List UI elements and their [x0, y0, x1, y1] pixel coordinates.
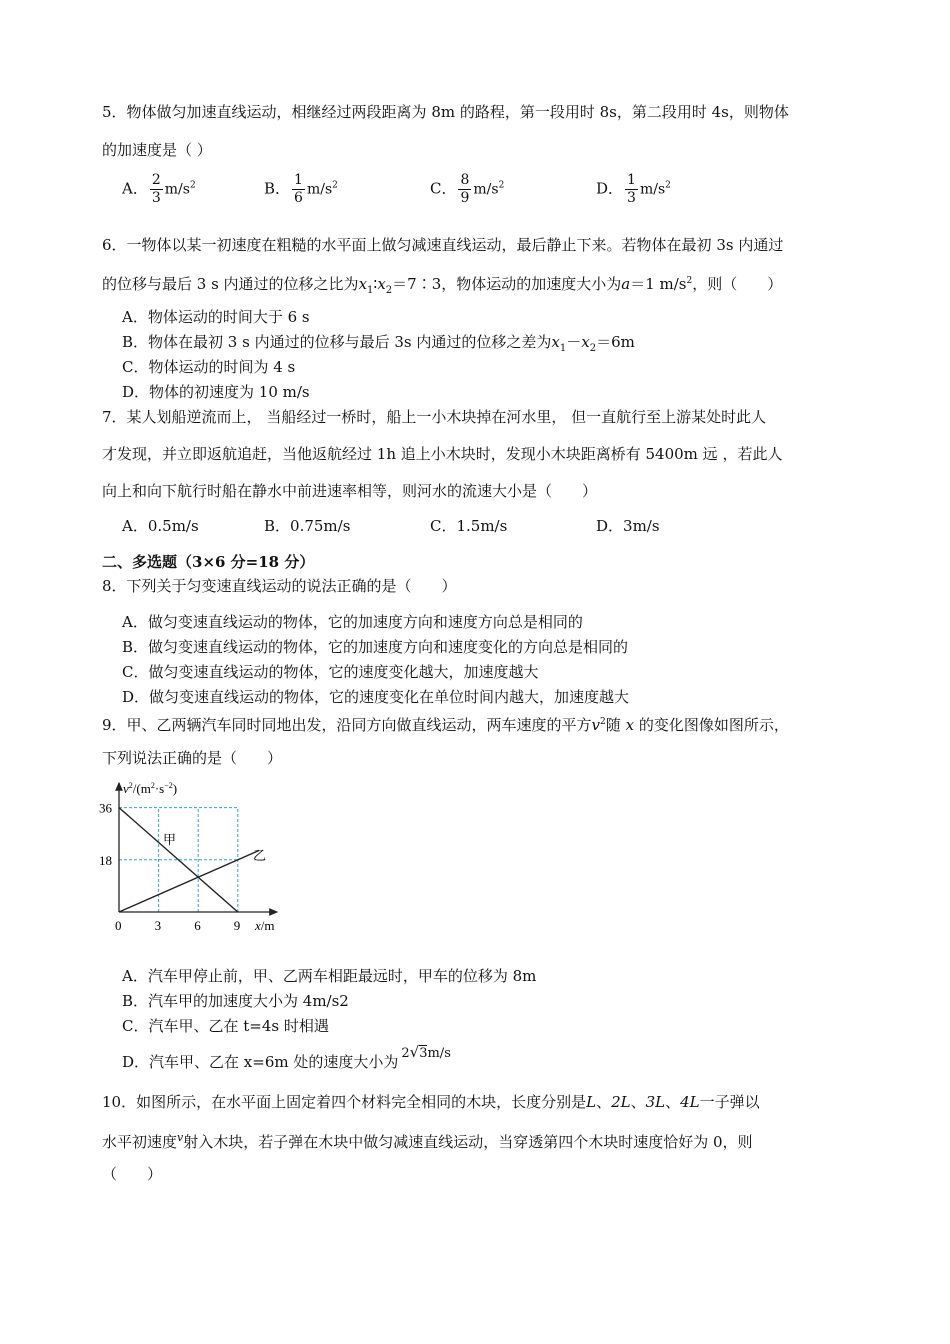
series-label-yi: 乙 — [253, 848, 267, 863]
q9-line1: 9．甲、乙两辆汽车同时同地出发，沿同方向做直线运动，两车速度的平方$v^2$随 x 的变化图像如图所示， — [102, 716, 789, 734]
q6-line2: 的位移与最后 3 s 内通过的位移之比为$x_1∶x_2=7∶3$，物体运动的加速度大小为a＝1 $m/s^2$，则（ ） — [102, 275, 783, 296]
y-axis-label: $v^2/(m^2\cdot s^{-2})$ — [123, 781, 178, 796]
x-tick-label: 6 — [194, 918, 201, 933]
q5-option-a: A． $\frac{2}{3}$ $m/s^2$ — [122, 172, 196, 206]
q8-option-a: A．做匀变速直线运动的物体，它的加速度方向和速度方向总是相同的 — [122, 613, 583, 631]
q10-line1: 10．如图所示，在水平面上固定着四个材料完全相同的木块，长度分别是L、2L、3L、4L一子弹以 — [102, 1093, 760, 1111]
q7-line2: 才发现，并立即返航追赶，当他返航经过 1h 追上小木块时，发现小木块距离桥有 5400m 远 ，若此人 — [102, 445, 783, 463]
q8-option-b: B．做匀变速直线运动的物体，它的加速度方向和速度变化的方向总是相同的 — [122, 638, 629, 656]
x-axis-label: x/m — [255, 918, 275, 933]
q9-line2: 下列说法正确的是（ ） — [102, 749, 283, 767]
q7-line1: 7．某人划船逆流而上， 当船经过一桥时，船上一小木块掉在河水里， 但一直航行至上游某处时此人 — [102, 408, 767, 426]
q5-line2: 的加速度是（ ） — [102, 141, 212, 159]
q5-option-b: B． $\frac{1}{6}$ $m/s^2$ — [264, 172, 338, 206]
q7-option-d: D．3m/s — [596, 517, 660, 535]
q6-option-d: D．物体的初速度为 10 m/s — [122, 383, 310, 401]
q6-option-b: B．物体在最初 3 s 内通过的位移与最后 3s 内通过的位移之差为$x_1-x_2=6m$ — [122, 333, 635, 354]
q9-option-a: A．汽车甲停止前，甲、乙两车相距最远时，甲车的位移为 8m — [122, 967, 537, 985]
q7-option-c: C．1.5m/s — [430, 517, 508, 535]
q5-option-c: C． $\frac{8}{9}$ $m/s^2$ — [430, 172, 505, 206]
q7-option-a: A．0.5m/s — [122, 517, 199, 535]
q6-line1: 6．一物体以某一初速度在粗糙的水平面上做匀减速直线运动，最后静止下来。若物体在最初 3s 内通过 — [102, 236, 784, 254]
q7-line3: 向上和向下航行时船在静水中前进速率相等，则河水的流速大小是（ ） — [102, 482, 598, 500]
q9-option-d: D．汽车甲、乙在 x=6m 处的速度大小为 2√3m/s — [122, 1043, 451, 1071]
q8-option-d: D．做匀变速直线运动的物体，它的速度变化在单位时间内越大，加速度越大 — [122, 688, 630, 706]
q8-option-c: C．做匀变速直线运动的物体，它的速度变化越大，加速度越大 — [122, 663, 539, 681]
v2-x-chart — [95, 775, 295, 935]
q5-option-d: D． $\frac{1}{3}$ $m/s^2$ — [596, 172, 671, 206]
q10-line2: 水平初速度$^v$射入木块，若子弹在木块中做匀减速直线运动，当穿透第四个木块时速度恰好为 0，则 — [102, 1131, 753, 1151]
sqrt-icon: √ — [409, 1043, 420, 1061]
x-tick-label: 9 — [233, 918, 241, 933]
q9-option-b: B．汽车甲的加速度大小为 4m/s2 — [122, 992, 349, 1010]
series-label-jia: 甲 — [163, 832, 177, 847]
q8-line1: 8．下列关于匀变速直线运动的说法正确的是（ ） — [102, 577, 457, 595]
x-tick-label: 0 — [115, 918, 122, 933]
y-tick-label: 36 — [99, 800, 112, 816]
q5-line1: 5．物体做匀加速直线运动，相继经过两段距离为 8m 的路程，第一段用时 8s，第二段用时 4s，则物体 — [102, 103, 789, 121]
q7-option-b: B．0.75m/s — [264, 517, 351, 535]
section-heading: 二、多选题（3×6 分=18 分） — [102, 553, 315, 571]
q9-option-c: C．汽车甲、乙在 t=4s 时相遇 — [122, 1017, 329, 1035]
y-tick-label: 18 — [99, 852, 112, 868]
x-tick-label: 3 — [154, 918, 162, 933]
q6-option-c: C．物体运动的时间为 4 s — [122, 358, 296, 376]
q6-option-a: A．物体运动的时间大于 6 s — [122, 308, 310, 326]
q10-line3: （ ） — [102, 1165, 163, 1183]
